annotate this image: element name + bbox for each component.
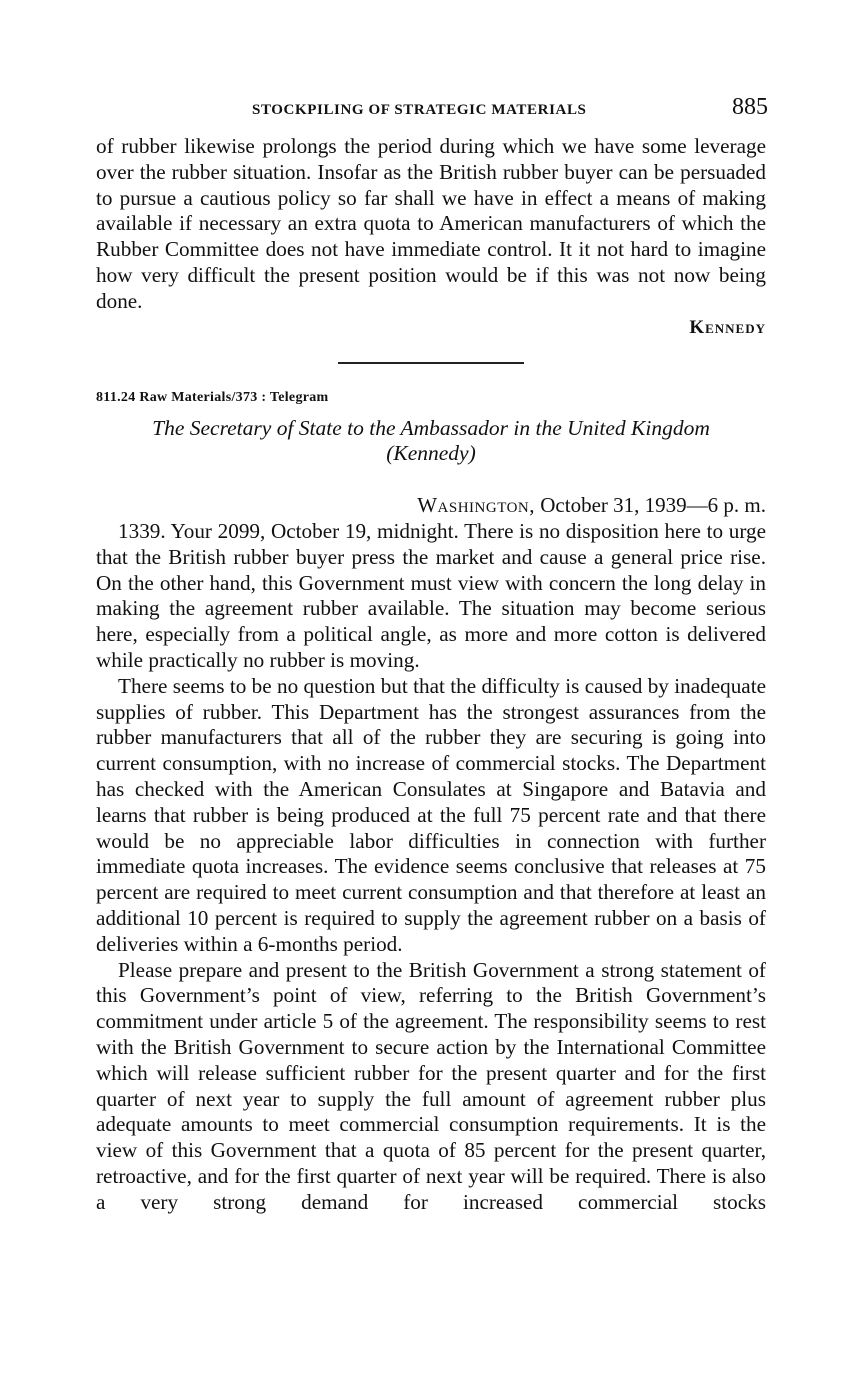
signature: Kennedy	[689, 316, 766, 338]
document-page	[96, 94, 766, 1215]
document-title	[96, 416, 766, 468]
section-divider	[338, 362, 524, 364]
dateline	[96, 493, 766, 519]
dateline-place: Washington,	[417, 493, 536, 518]
running-title: STOCKPILING OF STRATEGIC MATERIALS	[252, 102, 587, 118]
dateline-date: October 31, 1939—6 p. m.	[540, 493, 766, 518]
file-reference: 811.24 Raw Materials/373 : Telegram	[96, 389, 329, 405]
running-header	[96, 94, 766, 134]
body-paragraph-1: 1339. Your 2099, October 19, midnight. There is no disposition here to urge that the British rubber buyer press the market and cause a general price rise. On the other hand, this Government must view with concern the long delay in making the agreement rubber available. The situation may become serious here, especially from a political angle, as more and more cotton is delivered while practically no rubber is moving.	[96, 518, 766, 672]
body-paragraph-3: Please prepare and present to the British Government a strong statement of this Government’s point of view, referring to the British Government’s commitment under article 5 of the agreement. The responsibility seems to rest with the British Government to secure action by the International Committee which will release sufficient rubber for the present quarter and for the first quarter of next year to supply the full amount of agreement rubber plus adequate amounts to meet commercial consumption requirements. It is the view of this Government that a quota of 85 percent for the present quarter, retroactive, and for the first quarter of next year will be required. There is also a very strong demand for increased commercial stocks	[96, 957, 766, 1214]
body-paragraph-2: There seems to be no question but that the difficulty is caused by inadequate supplies of rubber. This Department has the strongest assurances from the rubber manufacturers that all of the rubber they are securing is going into current consumption, with no increase of commercial stocks. The Department has checked with the American Consulates at Singapore and Batavia and learns that rubber is being produced at the full 75 percent rate and that there would be no appreciable labor difficulties in connection with further immediate quota increases. The evidence seems conclusive that releases at 75 percent are required to meet current consumption and that therefore at least an additional 10 percent is required to supply the agreement rubber on a basis of deliveries within a 6-months period.	[96, 673, 766, 956]
document-title-line1: The Secretary of State to the Ambassador in the United Kingdom	[152, 415, 710, 440]
document-title-line2: (Kennedy)	[386, 441, 476, 466]
continuation-paragraph: of rubber likewise prolongs the period during which we have some leverage over the rubber situation. Insofar as the British rubber buyer can be persuaded to pursue a cautious policy so far shall we have in effect a means of making available if necessary an extra quota to American manufacturers of which the Rubber Committee does not have immediate control. It it not hard to imagine how very difficult the present position would be if this was not now being done.	[96, 134, 766, 313]
page-number: 885	[732, 94, 768, 120]
